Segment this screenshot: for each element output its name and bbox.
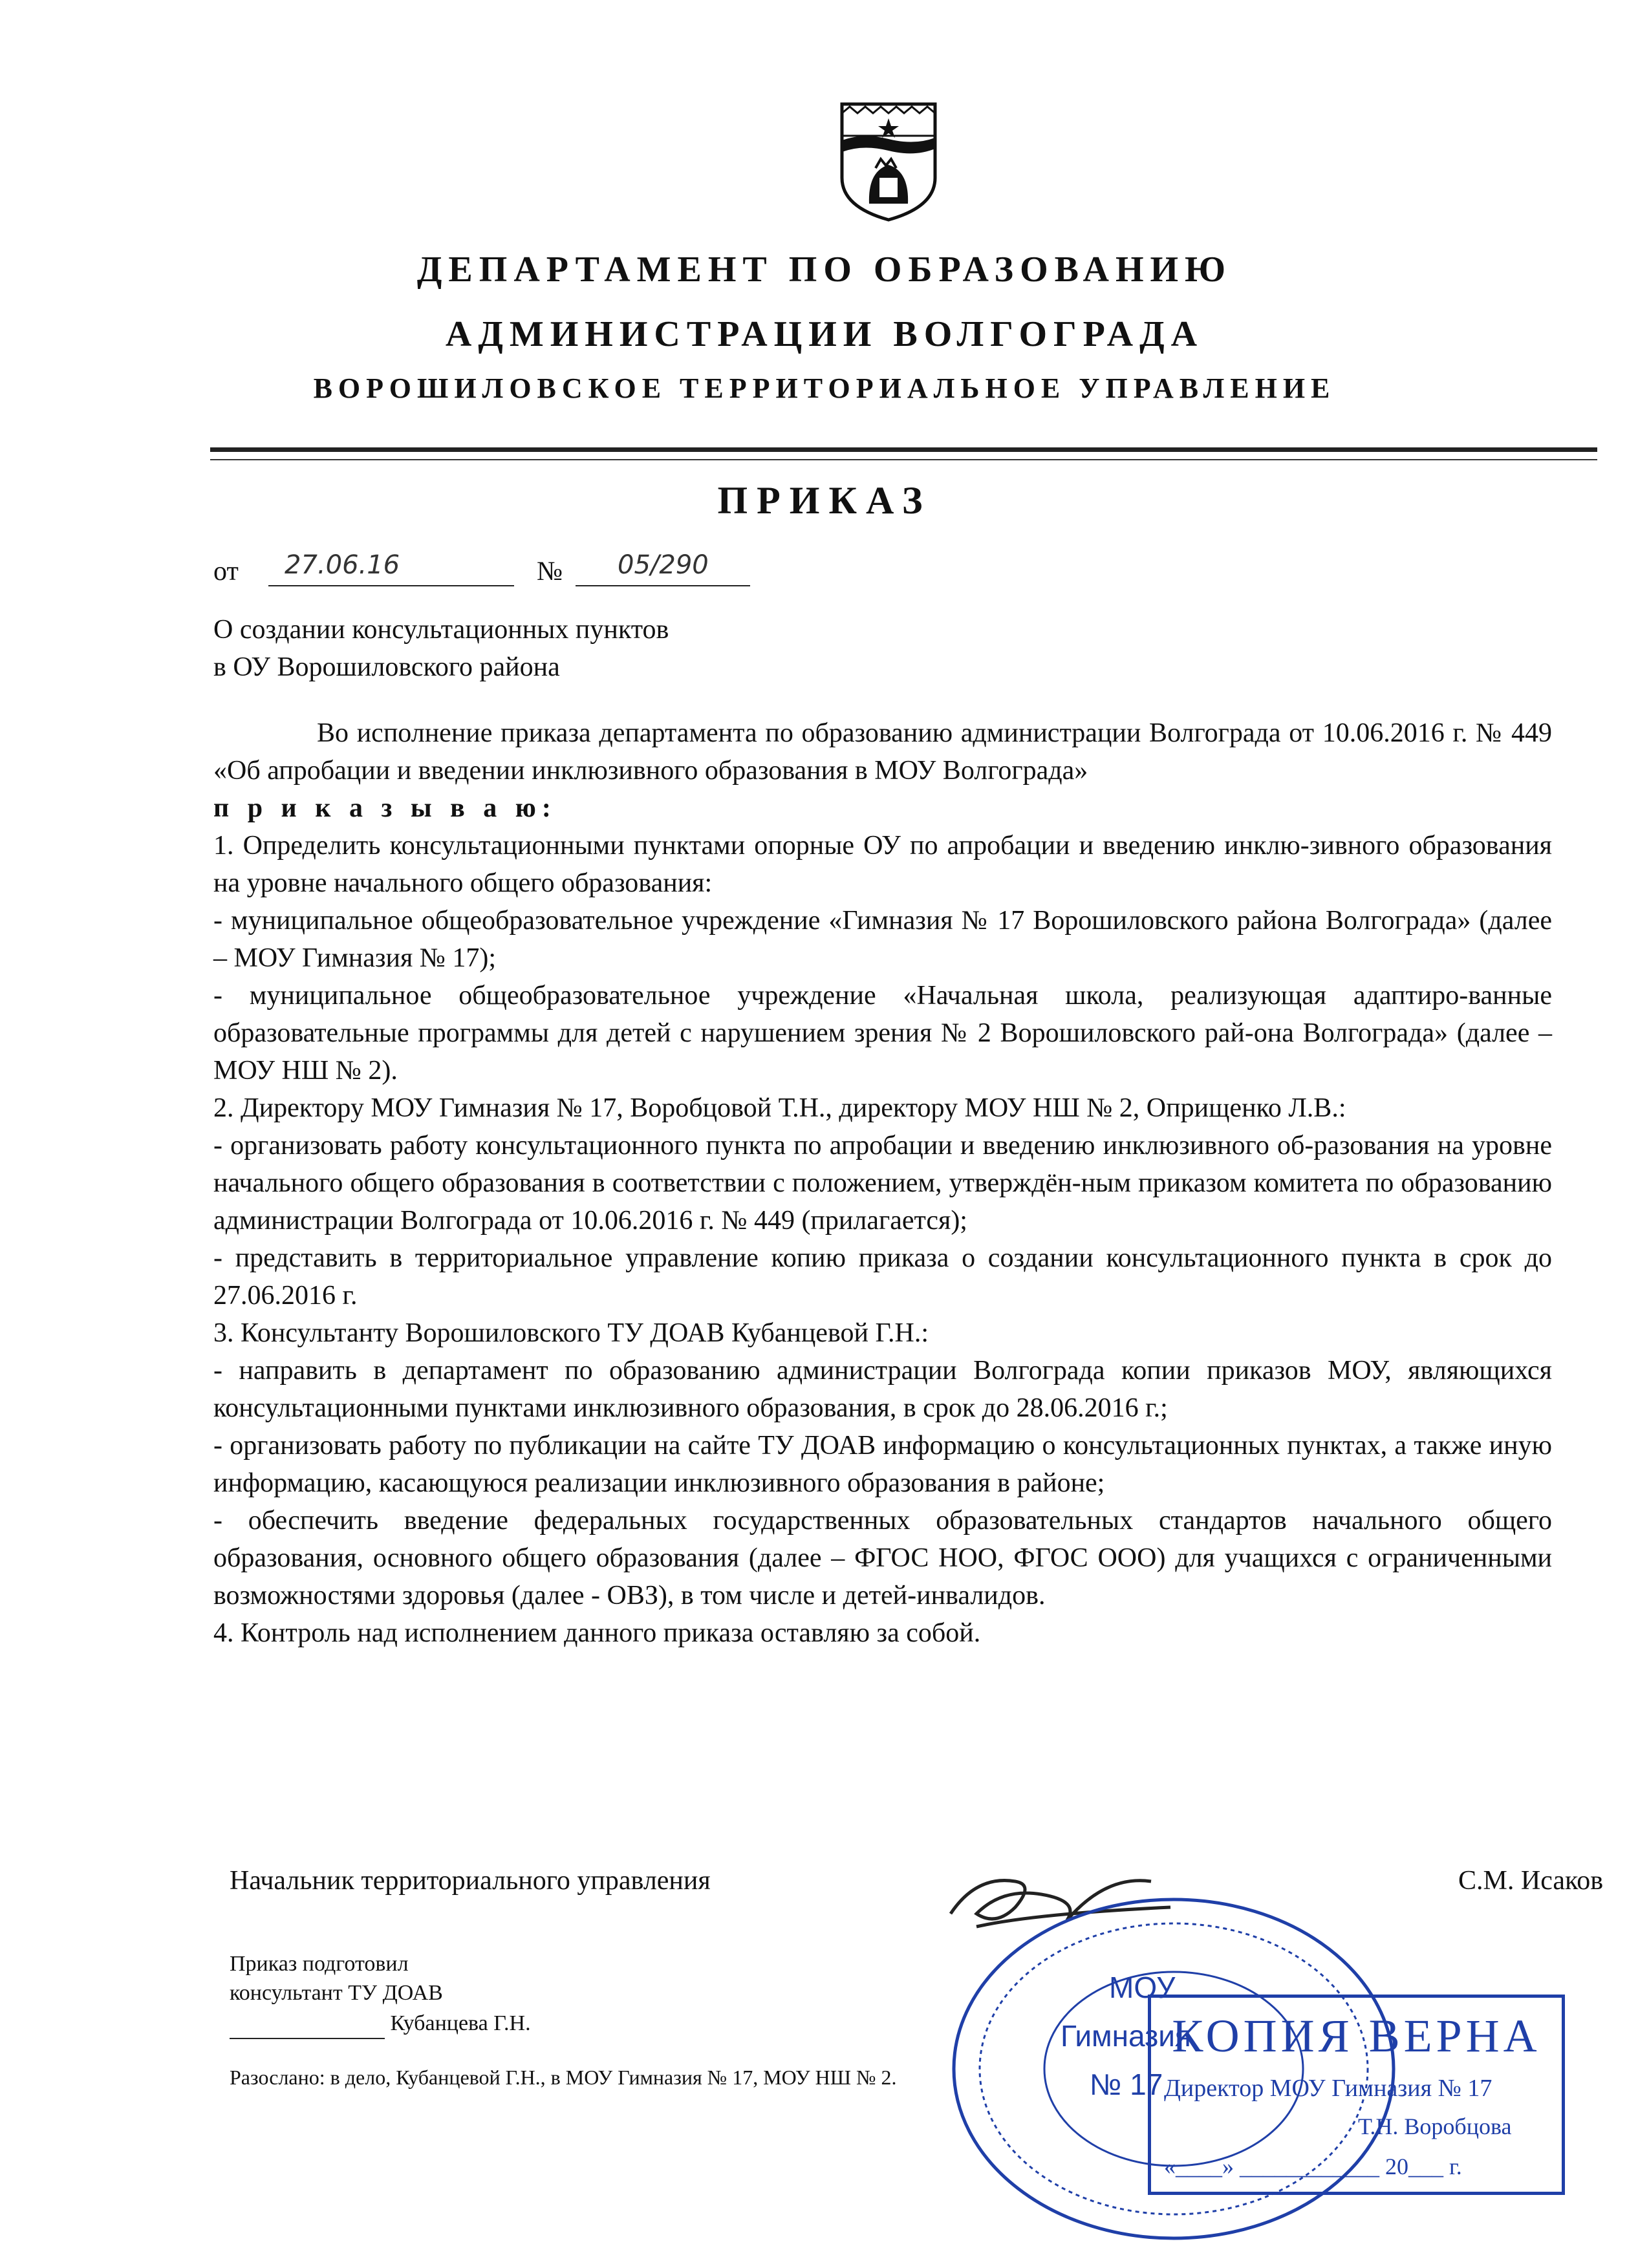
subject-line-2: в ОУ Ворошиловского района: [213, 652, 560, 682]
number-label: №: [537, 557, 563, 586]
stamp-line-1: Директор МОУ Гимназия № 17: [1164, 2075, 1493, 2102]
item-3a: - направить в департамент по образованию администрации Волгограда копии приказов МОУ, являющихся консультационными пунктами инклюзивного образования, в срок до 28.06.2016 г.;: [213, 1356, 1552, 1423]
seal-text-1: МОУ: [1109, 1971, 1176, 2004]
number-field: [618, 550, 709, 581]
header-rule-thick: [210, 447, 1597, 452]
subject-block: [213, 611, 669, 686]
seal-text-3: № 17: [1090, 2068, 1163, 2101]
coat-of-arms-icon: [834, 100, 943, 223]
order-word: п р и к а з ы в а ю:: [213, 793, 557, 823]
distribution-list: Разослано: в дело, Кубанцевой Г.Н., в МОУ Гимназия № 17, МОУ НШ № 2.: [230, 2066, 897, 2089]
prepared-block: [230, 1949, 531, 2039]
stamp-line-2: Т.Н. Воробцова: [1358, 2113, 1512, 2139]
date-field: [285, 550, 400, 581]
item-2: 2. Директору МОУ Гимназия № 17, Воробцовой Т.Н., директору МОУ НШ № 2, Оприщенко Л.В.:: [213, 1093, 1346, 1123]
prepared-name: Кубанцева Г.Н.: [390, 2011, 531, 2035]
preamble: Во исполнение приказа департамента по образованию администрации Волгограда от 10.06.2016 г. № 449 «Об апробации и введении инклюзивного образования в МОУ Волгограда»: [213, 718, 1552, 786]
copy-certified-stamp: [1148, 1995, 1565, 2195]
header-line-3: ВОРОШИЛОВСКОЕ ТЕРРИТОРИАЛЬНОЕ УПРАВЛЕНИЕ: [313, 372, 1336, 404]
from-label: от: [213, 557, 239, 586]
signatory-name: С.М. Исаков: [1458, 1866, 1604, 1896]
item-3c: - обеспечить введение федеральных государственных образовательных стандартов начального общего образования, основного общего образования (далее – ФГОС НОО, ФГОС ООО) для учащихся с ограниченными возможностями здоровья (далее - ОВЗ), в том числе и детей-инвалидов.: [213, 1506, 1552, 1610]
number-underline: [576, 585, 750, 586]
handwritten-date: 27.06.16: [285, 550, 400, 580]
header-line-2: АДМИНИСТРАЦИИ ВОЛГОГРАДА: [445, 314, 1204, 354]
handwritten-number: 05/290: [618, 550, 709, 580]
date-underline: [268, 585, 514, 586]
stamp-title: КОПИЯ ВЕРНА: [1172, 2010, 1541, 2062]
document-title: ПРИКАЗ: [717, 479, 932, 522]
header-rule-thin: [210, 459, 1597, 460]
prepared-line-2: консультант ТУ ДОАВ: [230, 1981, 443, 2005]
item-3: 3. Консультанту Ворошиловского ТУ ДОАВ Кубанцевой Г.Н.:: [213, 1318, 929, 1348]
item-1: 1. Определить консультационными пунктами опорные ОУ по апробации и введению инклю-зивного образования на уровне начального общего образования:: [213, 831, 1552, 898]
item-4: 4. Контроль над исполнением данного приказа оставляю за собой.: [213, 1618, 981, 1648]
prepared-line-1: Приказ подготовил: [230, 1952, 409, 1976]
header-line-1: ДЕПАРТАМЕНТ ПО ОБРАЗОВАНИЮ: [416, 250, 1233, 290]
signatory-title: Начальник территориального управления: [230, 1866, 711, 1896]
item-2b: - представить в территориальное управление копию приказа о создании консультационного пункта в срок до 27.06.2016 г.: [213, 1243, 1552, 1311]
item-2a: - организовать работу консультационного пункта по апробации и введению инклюзивного об-разования на уровне начального общего образования в соответствии с положением, утверждён-ным приказом комитета по образованию администрации Волгограда от 10.06.2016 г. № 449 (прилагается);: [213, 1131, 1552, 1236]
item-1b: - муниципальное общеобразовательное учреждение «Начальная школа, реализующая адаптиро-ванные образовательные программы для детей с нарушением зрения № 2 Ворошиловского рай-она Волгограда» (далее – МОУ НШ № 2).: [213, 981, 1552, 1086]
subject-line-1: О создании консультационных пунктов: [213, 615, 669, 645]
order-body: [213, 714, 1552, 1652]
item-3b: - организовать работу по публикации на сайте ТУ ДОАВ информацию о консультационных пунктах, а также иную информацию, касающуюся реализации инклюзивного образования в районе;: [213, 1431, 1552, 1498]
stamp-line-3: «____» ____________ 20___ г.: [1164, 2154, 1462, 2179]
prepared-signature-line: [230, 2009, 385, 2039]
item-1a: - муниципальное общеобразовательное учреждение «Гимназия № 17 Ворошиловского района Волгограда» (далее – МОУ Гимназия № 17);: [213, 906, 1552, 973]
seal-text-2: Гимназия: [1061, 2019, 1191, 2053]
prepared-signature-row: [230, 2009, 531, 2039]
